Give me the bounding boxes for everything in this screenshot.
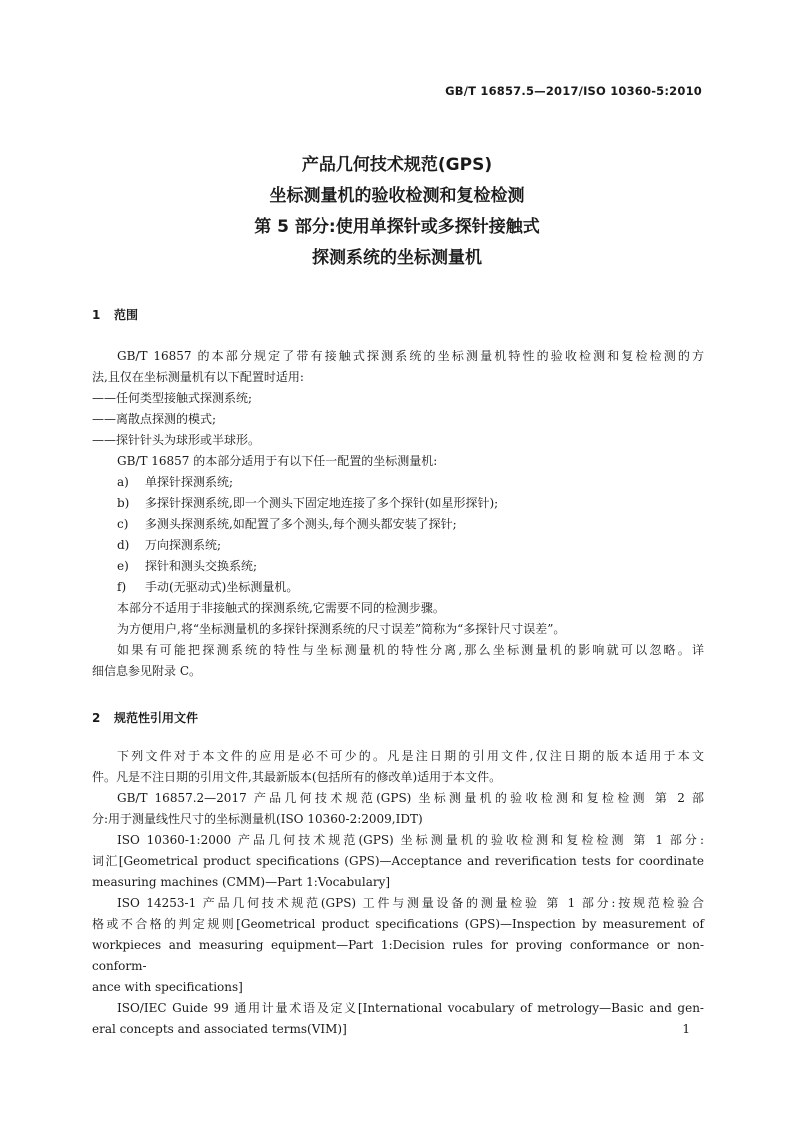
section-2-body — [92, 746, 704, 1040]
page-number: 1 — [682, 1022, 690, 1036]
reference-entry: 格或不合格的判定规则[Geometrical product specifications (GPS)—Inspection by measurement of — [92, 917, 704, 931]
list-item — [92, 535, 704, 556]
reference-entry: 词汇[Geometrical product specifications (GPS)—Acceptance and reverification tests for coordinate — [92, 854, 704, 868]
list-text: 多探针探测系统,即一个测头下固定地连接了多个探针(如星形探针); — [145, 496, 499, 510]
reference-entry: GB/T 16857.2—2017 产品几何技术规范(GPS) 坐标测量机的验收检测和复检检测 第 2 部 — [117, 791, 704, 805]
document-title — [0, 150, 794, 274]
list-item — [92, 472, 704, 493]
list-item: ——离散点探测的模式; — [92, 412, 217, 426]
reference-entry: eral concepts and associated terms(VIM)] — [92, 1022, 347, 1036]
paragraph: 本部分不适用于非接触式的探测系统,它需要不同的检测步骤。 — [117, 601, 445, 615]
title-line-4: 探测系统的坐标测量机 — [312, 248, 482, 268]
paragraph: 下列文件对于本文件的应用是必不可少的。凡是注日期的引用文件,仅注日期的版本适用于本文 — [117, 749, 704, 763]
paragraph: GB/T 16857 的本部分适用于有以下任一配置的坐标测量机: — [117, 454, 438, 468]
section-1-body — [92, 346, 704, 682]
standard-code-header: GB/T 16857.5—2017/ISO 10360-5:2010 — [445, 84, 702, 98]
reference-entry: measuring machines (CMM)—Part 1:Vocabulary] — [92, 875, 391, 889]
list-label: e) — [117, 559, 129, 573]
reference-entry: ISO/IEC Guide 99 通用计量术语及定义[International vocabulary of metrology—Basic and gen- — [117, 1001, 704, 1015]
list-item — [92, 577, 704, 598]
list-item — [92, 493, 704, 514]
section-title: 规范性引用文件 — [114, 711, 199, 725]
reference-entry: ISO 10360-1:2000 产品几何技术规范(GPS) 坐标测量机的验收检测和复检检测 第 1 部分: — [117, 833, 704, 847]
paragraph: 如果有可能把探测系统的特性与坐标测量机的特性分离,那么坐标测量机的影响就可以忽略。详 — [117, 643, 704, 657]
paragraph: 件。凡是不注日期的引用文件,其最新版本(包括所有的修改单)适用于本文件。 — [92, 770, 502, 784]
title-line-1: 产品几何技术规范(GPS) — [301, 155, 493, 175]
section-number: 2 — [92, 711, 101, 725]
list-item — [92, 556, 704, 577]
list-text: 手动(无驱动式)坐标测量机。 — [145, 580, 299, 594]
section-2-heading — [92, 709, 198, 726]
reference-entry: ance with specifications] — [92, 980, 243, 994]
list-item — [92, 514, 704, 535]
list-item: ——任何类型接触式探测系统; — [92, 391, 253, 405]
section-1-heading — [92, 306, 138, 323]
list-label: c) — [117, 517, 129, 531]
list-text: 单探针探测系统; — [145, 475, 234, 489]
reference-entry: ISO 14253-1 产品几何技术规范(GPS) 工件与测量设备的测量检验 第 1 部分:按规范检验合 — [117, 896, 704, 910]
title-line-2: 坐标测量机的验收检测和复检检测 — [269, 186, 525, 206]
list-label: b) — [117, 496, 130, 510]
paragraph: 细信息参见附录 C。 — [92, 664, 201, 678]
list-item: ——探针针头为球形或半球形。 — [92, 433, 261, 447]
paragraph: 为方便用户,将“坐标测量机的多探针探测系统的尺寸误差”简称为“多探针尺寸误差”。 — [117, 622, 566, 636]
title-line-3: 第 5 部分:使用单探针或多探针接触式 — [254, 217, 540, 237]
list-text: 探针和测头交换系统; — [145, 559, 258, 573]
list-text: 多测头探测系统,如配置了多个测头,每个测头都安装了探针; — [145, 517, 457, 531]
paragraph: GB/T 16857 的本部分规定了带有接触式探测系统的坐标测量机特性的验收检测和复检检测的方 — [117, 349, 704, 363]
section-number: 1 — [92, 308, 101, 322]
section-title: 范围 — [114, 308, 139, 322]
reference-entry: 分:用于测量线性尺寸的坐标测量机(ISO 10360-2:2009,IDT) — [92, 812, 423, 826]
list-text: 万向探测系统; — [145, 538, 222, 552]
list-label: a) — [117, 475, 129, 489]
list-label: f) — [117, 580, 127, 594]
reference-entry: workpieces and measuring equipment—Part 1:Decision rules for proving conformance or non-conform- — [92, 938, 704, 973]
paragraph: 法,且仅在坐标测量机有以下配置时适用: — [92, 370, 304, 384]
list-label: d) — [117, 538, 130, 552]
